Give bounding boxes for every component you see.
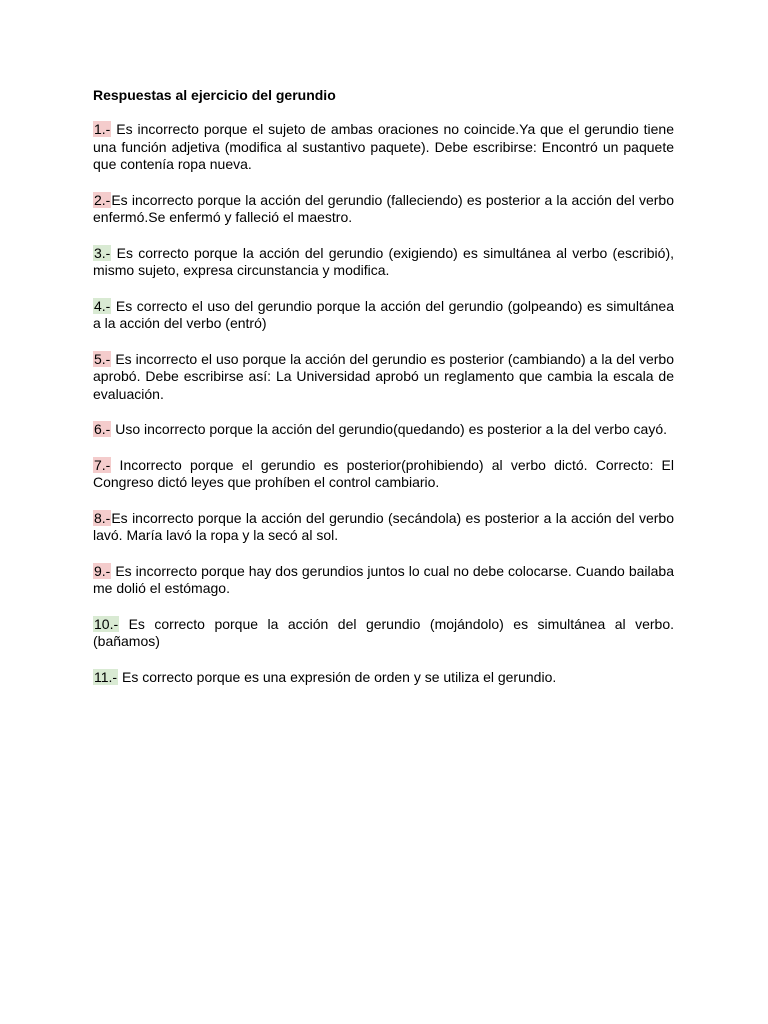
answer-item-7 [93,457,674,492]
answer-number-incorrect: 8.- [94,509,111,526]
answer-number-correct: 4.- [94,297,111,314]
answer-text: Es correcto porque la acción del gerundio (exigiendo) es simultánea al verbo (escribió), mismo sujeto, expresa circunstancia y modifica. [93,244,674,278]
answer-item-8 [93,510,674,545]
document-body [93,86,674,704]
answer-number-correct: 3.- [94,244,111,261]
document-title: Respuestas al ejercicio del gerundio [93,87,336,103]
answer-text: Es correcto porque la acción del gerundio (mojándolo) es simultánea al verbo. (bañamos) [93,615,674,649]
answer-item-4 [93,298,674,333]
answer-item-11 [93,669,674,687]
answer-item-6 [93,421,674,439]
answer-text: Es incorrecto porque el sujeto de ambas oraciones no coincide.Ya que el gerundio tiene una función adjetiva (modifica al sustantivo paquete). Debe escribirse: Encontró un paquete que contenía ropa nueva. [93,121,674,172]
answer-item-3 [93,245,674,280]
answer-number-correct: 11.- [94,668,118,685]
answer-number-incorrect: 9.- [94,562,111,579]
answer-text: Es incorrecto porque hay dos gerundios juntos lo cual no debe colocarse. Cuando bailaba me dolió el estómago. [93,562,674,596]
answer-item-10 [93,616,674,651]
answer-text: Es incorrecto porque la acción del gerundio (falleciendo) es posterior a la acción del verbo enfermó.Se enfermó y falleció el maestro. [93,191,674,225]
answer-text: Incorrecto porque el gerundio es posterior(prohibiendo) al verbo dictó. Correcto: El Congreso dictó leyes que prohíben el control cambiario. [93,456,674,490]
answer-item-9 [93,563,674,598]
answer-number-correct: 10.- [94,615,119,632]
answer-number-incorrect: 6.- [94,421,111,437]
answer-text: Uso incorrecto porque la acción del gerundio(quedando) es posterior a la del verbo cayó. [111,421,668,437]
answer-number-incorrect: 2.- [94,191,111,208]
answer-item-1 [93,121,674,174]
answer-text: Es incorrecto el uso porque la acción del gerundio es posterior (cambiando) a la del verbo aprobó. Debe escribirse así: La Universidad aprobó un reglamento que cambia la escala de evaluación. [93,350,674,402]
answer-number-incorrect: 1.- [94,121,111,137]
answer-text: Es incorrecto porque la acción del gerundio (secándola) es posterior a la acción del verbo lavó. María lavó la ropa y la secó al sol. [93,509,674,543]
answer-number-incorrect: 5.- [94,350,111,367]
answer-item-2 [93,192,674,227]
answer-text: Es correcto el uso del gerundio porque la acción del gerundio (golpeando) es simultánea a la acción del verbo (entró) [93,297,674,331]
answer-item-5 [93,351,674,404]
answer-text: Es correcto porque es una expresión de orden y se utiliza el gerundio. [118,668,557,685]
answer-number-incorrect: 7.- [94,456,111,473]
